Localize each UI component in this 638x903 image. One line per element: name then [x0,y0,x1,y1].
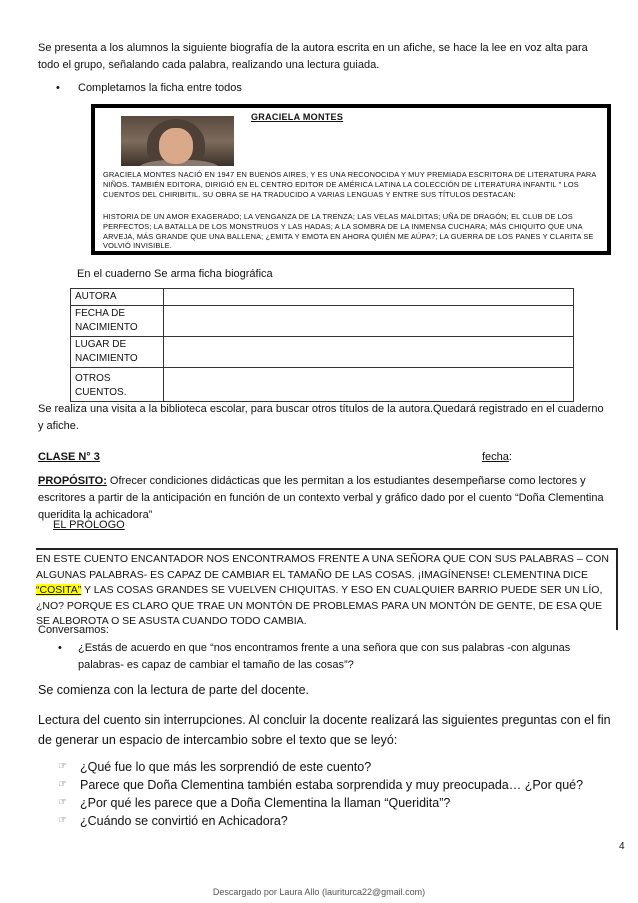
pointing-hand-icon: ☞ [58,815,67,826]
bullet-label: ¿Estás de acuerdo en que “nos encontramos frente a una señora que con sus palabras -con algunas palabras- es capaz de cambiar el tamaño de las cosas”? [78,642,571,671]
ficha-value-cell[interactable] [164,306,574,337]
ficha-value-cell[interactable] [164,337,574,368]
visita-paragraph: Se realiza una visita a la biblioteca escolar, para buscar otros títulos de la autora.Quedará registrado en el cuaderno y afiche. [38,403,604,432]
poster-author-name: GRACIELA MONTES [251,112,344,122]
author-poster [91,104,611,255]
table-row [71,368,574,402]
conversamos-label: Conversamos: [38,624,109,636]
poster-bio: GRACIELA MONTES NACIÓ EN 1947 EN BUENOS AIRES, Y ES UNA RECONOCIDA Y MUY PREMIADA ESCRITORA DE LITERATURA PARA NIÑOS. TAMBIÉN EDITORA, DIRIGIÓ EN EL CENTRO EDITOR DE AMÉRICA LATINA LA COLECCIÓN DE LITERATURA INFANTIL " LOS CUENTOS DEL CHIRIBITIL. SU OBRA SE HA TRADUCIDO A VARIAS LENGUAS Y ENTRE SUS TÍTULOS DESTACAN: [103,170,597,199]
bullet-label: Completamos la ficha entre todos [78,82,242,94]
ficha-table [70,288,574,402]
table-row [71,337,574,368]
bullet-icon: • [58,642,62,654]
lectura-paragraph: Lectura del cuento sin interrupciones. Al concluir la docente realizará las siguientes preguntas con el fin de generar un espacio de intercambio sobre el texto que se leyó: [38,713,611,747]
intro-paragraph: Se presenta a los alumnos la siguiente biografía de la autora escrita en un afiche, se hace la lee en voz alta para todo el grupo, señalando cada palabra, realizando una lectura guiada. [38,42,588,71]
ficha-label-otros: OTROS CUENTOS. [71,368,164,402]
ficha-value-cell[interactable] [164,368,574,402]
prologo-quote: EN ESTE CUENTO ENCANTADOR NOS ENCONTRAMOS FRENTE A UNA SEÑORA QUE CON SUS PALABRAS – CON ALGUNAS PALABRAS- ES CAPAZ DE CAMBIAR EL TAMAÑO DE LAS COSAS. ¡IMAGÍNENSE! CLEMENTINA DICE “COSITA” Y LAS COSAS GRANDES SE VUELVEN CHIQUITAS. Y ESO EN CUALQUIER BARRIO PUEDE SER UN LÍO, ¿NO? PORQUE ES CLARO QUE TRAE UN MONTÓN DE PROBLEMAS PARA UN MONTÓN DE GENTE, DE ESA QUE SE ALBOROTA O SE ASUSTA CUANDO TODO CAMBIA. [36,548,618,630]
download-footer: Descargado por Laura Allo (lauriturca22@gmail.com) [212,887,426,897]
cuaderno-text: En el cuaderno Se arma ficha biográfica [77,268,273,280]
bullet-icon: • [56,82,60,94]
clase-heading: CLASE N° 3 [38,451,100,463]
pointing-hand-icon: ☞ [58,761,67,772]
pointing-hand-icon: ☞ [58,779,67,790]
table-row [71,289,574,306]
ficha-label-autora: AUTORA [71,289,164,306]
fecha-label: fecha: [482,451,512,463]
highlight-cosita: “COSITA” [36,584,82,596]
proposito-text: Ofrecer condiciones didácticas que les permitan a los estudiantes desempeñarse como lectores y escritores a partir de la anticipación en función de un contexto verbal y gráfico dado por el cuento “Doña Clementina queridita la achicadora” [38,475,604,521]
ficha-label-lugar: LUGAR DE NACIMIENTO [71,337,164,368]
ficha-label-fecha: FECHA DE NACIMIENTO [71,306,164,337]
ficha-value-cell[interactable] [164,289,574,306]
proposito-heading: PROPÓSITO: [38,475,107,487]
table-row [71,306,574,337]
comienza-paragraph: Se comienza con la lectura de parte del docente. [38,683,310,697]
page-number: 4 [619,841,625,852]
author-photo [121,116,234,166]
prologo-heading: EL PRÓLOGO [53,519,125,531]
poster-works: HISTORIA DE UN AMOR EXAGERADO; LA VENGANZA DE LA TRENZA; LAS VELAS MALDITAS; UÑA DE DRAGÓN; EL CLUB DE LOS PERFECTOS; LA BATALLA DE LOS MONSTRUOS Y LAS HADAS; A LA SOMBRA DE LA INMENSA CUCHARA; MÁS CHIQUITO QUE UNA ARVEJA, MÁS GRANDE QUE UNA BALLENA; ¿EMITA Y EMOTA EN AHORA QUIÉN ME AÚPA?; LA GUERRA DE LOS PANES Y CLARITA SE VOLVIÓ INVISIBLE. [103,212,594,251]
pointing-hand-icon: ☞ [58,797,67,808]
